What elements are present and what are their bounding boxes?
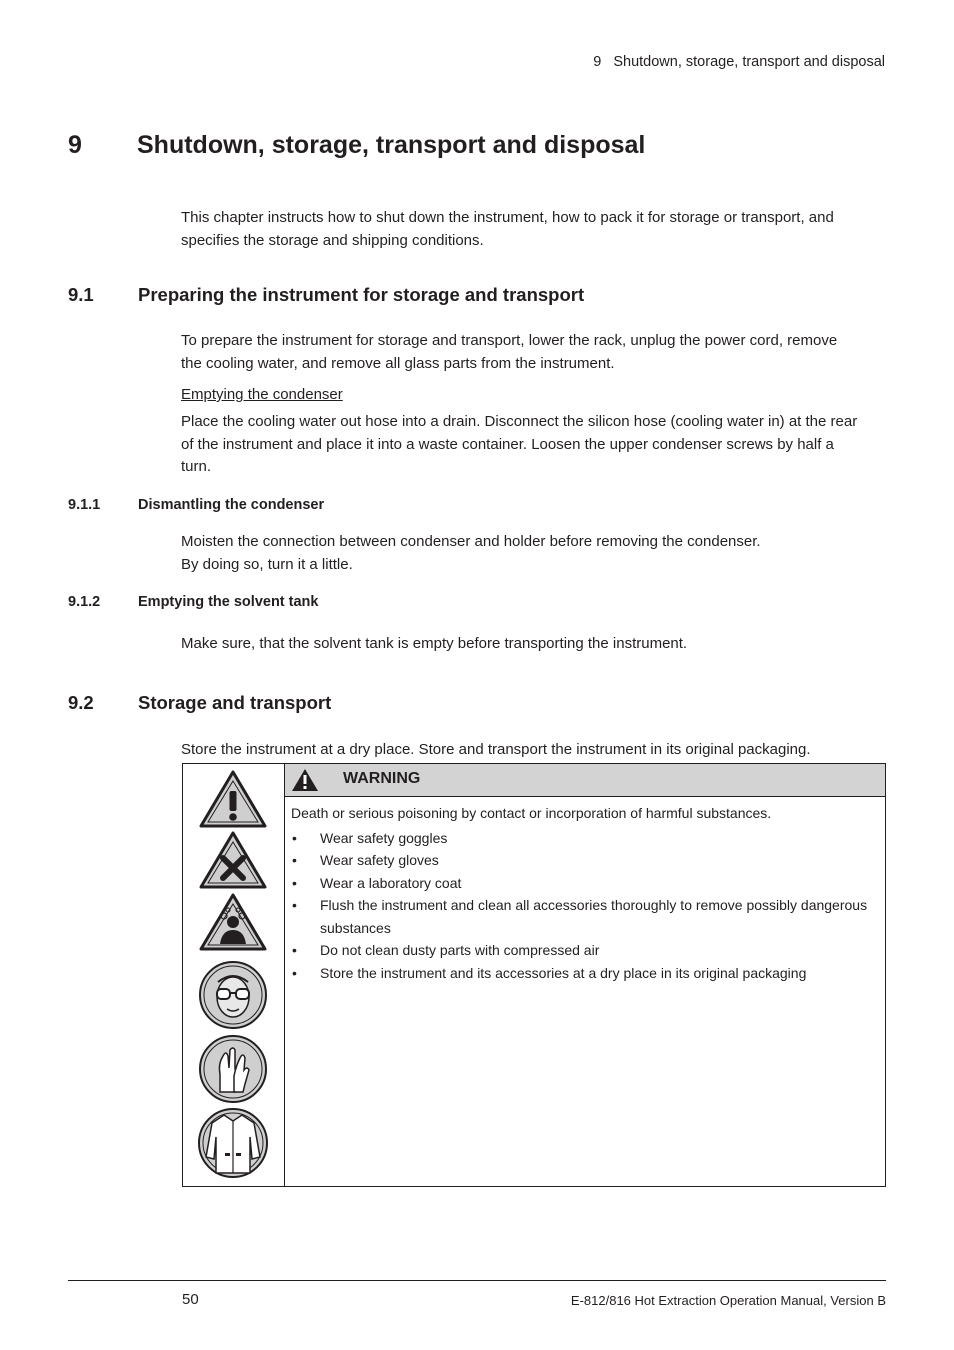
intro-line: specifies the storage and shipping conditions. (181, 231, 484, 249)
toxic-vapor-icon (198, 892, 268, 952)
section-number: 9.1.1 (68, 497, 101, 513)
section-number: 9.1.2 (68, 594, 101, 610)
chapter-number: 9 (68, 131, 82, 159)
warning-icon-column (183, 764, 285, 1186)
running-head-number: 9 (593, 54, 602, 70)
warning-item: • Flush the instrument and clean all accessories thoroughly to remove possibly dangerous substances (291, 894, 875, 939)
section-number: 9.2 (68, 692, 94, 713)
section-9-1-heading (68, 284, 584, 306)
warning-header (285, 764, 885, 797)
warning-box (182, 763, 886, 1187)
warning-item: • Do not clean dusty parts with compressed air (291, 939, 875, 962)
section-9-1-1-paragraph (181, 531, 886, 576)
paragraph-line: turn. (181, 458, 212, 475)
warning-item: • Store the instrument and its accessories at a dry place in its original packaging (291, 962, 875, 985)
paragraph-line: Moisten the connection between condenser and holder before removing the condenser. (181, 533, 761, 550)
section-title: Storage and transport (138, 692, 332, 713)
safety-goggles-icon (198, 960, 268, 1030)
section-title: Dismantling the condenser (138, 497, 325, 513)
warning-label: WARNING (343, 770, 421, 787)
section-9-1-paragraph (181, 330, 886, 375)
paragraph-line: To prepare the instrument for storage and transport, lower the rack, unplug the power cord, remove (181, 332, 838, 349)
paragraph-line: of the instrument and place it into a waste container. Loosen the upper condenser screws by half a (181, 435, 834, 453)
running-head-title: Shutdown, storage, transport and disposal (613, 54, 885, 70)
safety-gloves-icon (198, 1034, 268, 1104)
warning-header-icon (291, 768, 319, 792)
paragraph-line: the cooling water, and remove all glass parts from the instrument. (181, 354, 615, 372)
warning-triangle-icon (198, 769, 268, 829)
page-number: 50 (182, 1291, 199, 1308)
chapter-intro (181, 207, 886, 252)
lab-coat-icon (198, 1107, 268, 1179)
warning-item: • Wear a laboratory coat (291, 872, 875, 895)
running-head (593, 54, 885, 70)
section-9-1-2-heading (68, 594, 318, 610)
document-title: E-812/816 Hot Extraction Operation Manual, Version B (570, 1293, 886, 1308)
section-title: Emptying the solvent tank (138, 594, 319, 610)
section-9-2-paragraph: Store the instrument at a dry place. Store and transport the instrument in its original packaging. (181, 741, 811, 758)
section-9-2-heading (68, 692, 331, 714)
footer-rule (68, 1280, 886, 1281)
warning-list (291, 827, 875, 985)
chapter-heading (68, 131, 645, 160)
warning-intro: Death or serious poisoning by contact or incorporation of harmful substances. (291, 805, 772, 821)
warning-item: • Wear safety goggles (291, 827, 875, 850)
warning-body (291, 802, 875, 984)
warning-item: • Wear safety gloves (291, 849, 875, 872)
intro-line: This chapter instructs how to shut down the instrument, how to pack it for storage or transport, and (181, 209, 834, 226)
condenser-paragraph (181, 411, 886, 479)
section-9-1-2-paragraph: Make sure, that the solvent tank is empty before transporting the instrument. (181, 635, 688, 652)
chapter-title: Shutdown, storage, transport and disposal (137, 131, 646, 159)
paragraph-line: By doing so, turn it a little. (181, 555, 353, 573)
subsection-label: Emptying the condenser (181, 386, 343, 403)
harmful-x-icon (198, 830, 268, 890)
section-number: 9.1 (68, 284, 94, 305)
section-title: Preparing the instrument for storage and transport (138, 284, 585, 305)
section-9-1-1-heading (68, 497, 324, 513)
paragraph-line: Place the cooling water out hose into a drain. Disconnect the silicon hose (cooling water in) at the rear (181, 413, 858, 430)
